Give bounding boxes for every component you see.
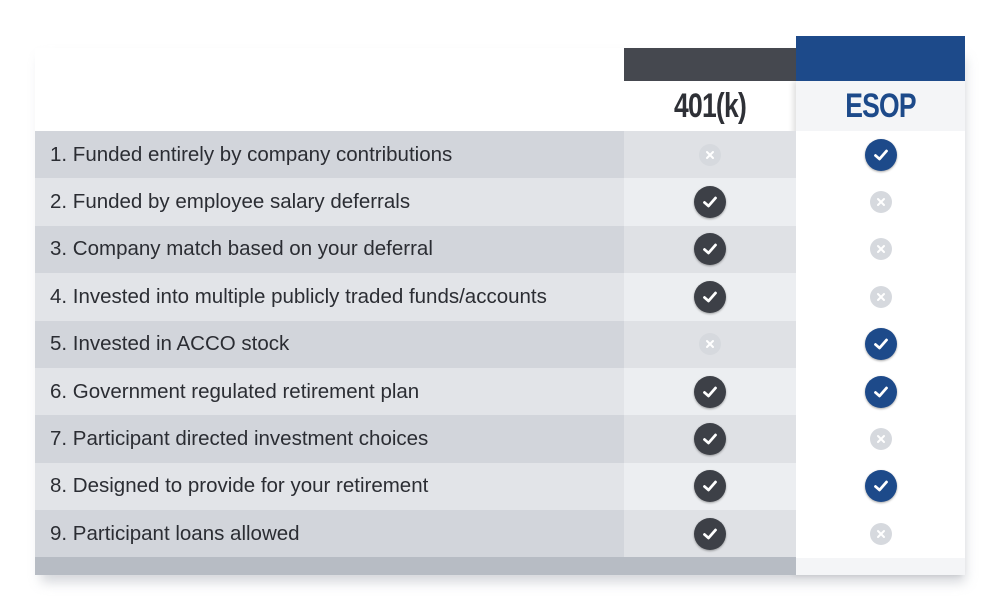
cell-esop <box>796 510 965 557</box>
check-circle-icon <box>694 470 726 502</box>
check-circle-icon <box>865 470 897 502</box>
cell-401k <box>624 178 796 225</box>
header-bar-esop <box>796 36 965 81</box>
table-row <box>35 368 965 415</box>
x-circle-icon <box>870 286 892 308</box>
x-circle-icon <box>699 333 721 355</box>
cell-esop <box>796 178 965 225</box>
row-label: 9. Participant loans allowed <box>35 510 624 557</box>
row-label: 1. Funded entirely by company contributions <box>35 131 624 178</box>
table-row <box>35 226 965 273</box>
check-circle-icon <box>865 376 897 408</box>
cell-401k <box>624 368 796 415</box>
column-header-esop: ESOP <box>845 87 916 125</box>
cell-esop <box>796 273 965 320</box>
table-body <box>35 131 965 558</box>
comparison-table <box>35 48 965 578</box>
cell-401k <box>624 415 796 462</box>
cell-esop <box>796 463 965 510</box>
column-header-401k: 401(k) <box>674 87 746 125</box>
cell-401k <box>624 226 796 273</box>
table-row <box>35 415 965 462</box>
cell-401k <box>624 131 796 178</box>
x-circle-icon <box>870 238 892 260</box>
check-circle-icon <box>694 281 726 313</box>
x-circle-icon <box>699 144 721 166</box>
row-label: 6. Government regulated retirement plan <box>35 368 624 415</box>
row-label: 3. Company match based on your deferral <box>35 226 624 273</box>
header-bar-401k <box>624 48 796 81</box>
row-label: 7. Participant directed investment choices <box>35 415 624 462</box>
x-circle-icon <box>870 428 892 450</box>
row-label: 5. Invested in ACCO stock <box>35 321 624 368</box>
row-label: 8. Designed to provide for your retirement <box>35 463 624 510</box>
check-circle-icon <box>694 233 726 265</box>
cell-401k <box>624 321 796 368</box>
table-row <box>35 463 965 510</box>
cell-esop <box>796 415 965 462</box>
row-label: 2. Funded by employee salary deferrals <box>35 178 624 225</box>
x-circle-icon <box>870 523 892 545</box>
table-row <box>35 178 965 225</box>
table-bottom-bar <box>35 557 796 575</box>
cell-esop <box>796 321 965 368</box>
x-circle-icon <box>870 191 892 213</box>
row-label: 4. Invested into multiple publicly traded funds/accounts <box>35 273 624 320</box>
table-row <box>35 321 965 368</box>
cell-esop <box>796 131 965 178</box>
check-circle-icon <box>694 423 726 455</box>
check-circle-icon <box>865 139 897 171</box>
cell-401k <box>624 463 796 510</box>
cell-401k <box>624 510 796 557</box>
table-row <box>35 510 965 557</box>
cell-401k <box>624 273 796 320</box>
cell-esop <box>796 226 965 273</box>
check-circle-icon <box>694 376 726 408</box>
table-row <box>35 273 965 320</box>
check-circle-icon <box>694 186 726 218</box>
check-circle-icon <box>865 328 897 360</box>
table-sheet <box>35 48 965 575</box>
cell-esop <box>796 368 965 415</box>
table-row <box>35 131 965 178</box>
check-circle-icon <box>694 518 726 550</box>
